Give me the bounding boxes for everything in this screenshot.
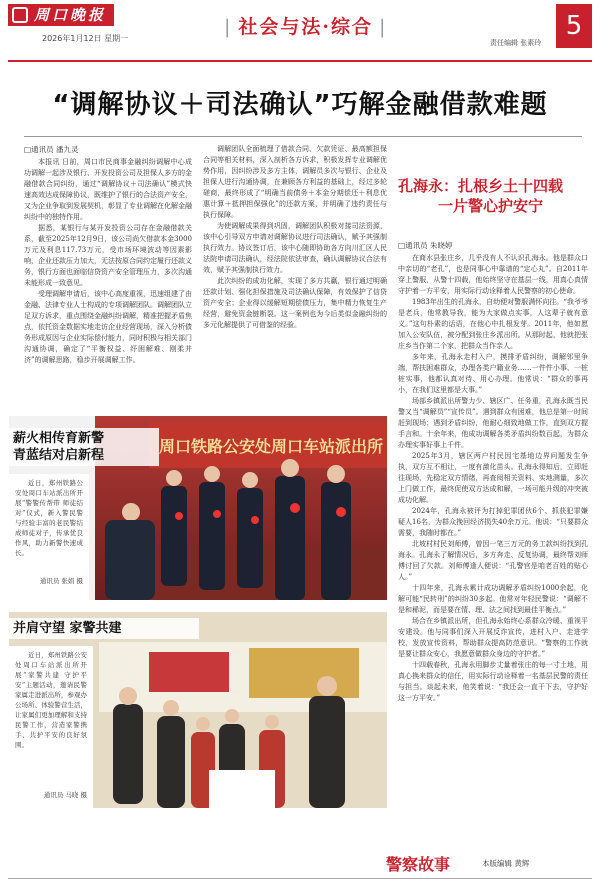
photo-family xyxy=(9,612,387,808)
feature-paragraph: 十四年来，孔海永累计成功调解矛盾纠纷1000余起，化解可能“民转刑”的纠纷30多起。他常对年轻民警说：“调解不是和稀泥，而是要在情、理、法之间找到最佳平衡点。” xyxy=(398,584,588,614)
photo2-credit: 通讯员 马晓 摄 xyxy=(43,791,87,799)
divider-left: | xyxy=(224,16,233,38)
section-title xyxy=(218,12,393,39)
footer-editor: 本版编辑 黄辉 xyxy=(482,859,530,868)
photo-ceremony xyxy=(9,416,387,600)
feature-paragraph: 多年来，孔海永走村入户，摸排矛盾纠纷，调解邻里争端，帮扶困难群众，办理各类户籍业务……一件件小事、一桩桩实事，他都认真对待、用心办理。他常说：“群众的事再小，在我们这里都是大事。” xyxy=(398,353,588,394)
logo-mark-icon xyxy=(12,7,28,23)
feature-paragraph: 在商水县张庄乡，几乎没有人不认识孔海永。他是群众口中亲切的“老孔”，也是同事心中靠谱的“定心丸”。自2011年穿上警服，从警十四载，他始终坚守在基层一线，用真心真情守护着一方平安，用实际行动诠释着人民警察的初心使命。 xyxy=(398,254,588,295)
feature-byline: □通讯员 朱晓婷 xyxy=(398,241,453,250)
paper-name: 周口晚报 xyxy=(34,6,107,24)
feature-paragraph: 1983年出生的孔海永，自幼便对警服满怀向往。“我爷爷是老兵，他常教导我，能为大家做点实事，人这辈子就有意义。”这句朴素的话语，在他心中扎根发芽。2011年，他如愿加入公安队伍，被分配到张庄乡派出所。从那时起，他就把张庄乡当作第二个家，把群众当作亲人。 xyxy=(398,298,588,350)
feature-title-line2: 一片警心护安宁 xyxy=(438,197,544,215)
main-paragraph: 此次纠纷的成功化解，实现了多方共赢，银行通过明确还款计划、强化担保措施及司法确认保障，有效保护了信贷资产安全；企业得以缓解短期偿债压力，集中精力恢复生产经营，避免资金链断裂。这一案例也为今后类似金融纠纷的多元化解提供了可借鉴的经验。 xyxy=(203,277,387,329)
editor-label: 责任编辑 张素玲 xyxy=(490,39,542,47)
footer-rule xyxy=(8,878,592,879)
feature-paragraph: 2024年，孔海永被评为打掉犯罪团伙6个、抓获犯罪嫌疑人16名，为群众挽回经济损失40余万元。他说：“只要群众需要，我随时都在。” xyxy=(398,507,588,537)
masthead-rule xyxy=(8,60,592,62)
feature-title xyxy=(398,176,588,216)
feature-body xyxy=(398,253,588,845)
feature-title-line1: 孔海永：扎根乡土十四载 xyxy=(398,177,564,195)
main-headline: “调解协议＋司法确认”巧解金融借款难题 xyxy=(52,90,548,120)
photo1-headline xyxy=(9,428,159,466)
divider-right: | xyxy=(379,16,388,38)
feature-paragraph: 2025年3月，辖区两户村民因宅基地边界问题发生争执，双方互不相让，一度有激化苗头。孔海永得知后，立即赶往现场，先稳定双方情绪，再查阅相关资料、实地测量，多次上门做工作，最终促使双方达成和解，一场可能升级的冲突被成功化解。 xyxy=(398,452,588,504)
main-paragraph: 本报讯 日前，周口市民商事金融纠纷调解中心成功调解一起涉及银行、开发投资公司及担保人多方的金融借款合同纠纷，通过“调解协议＋司法确认”模式快速高效达成保障协议，既维护了银行的合法资产安全，又为企业争取到发展契机，彰显了专业调解在化解金融纠纷中的独特作用。 xyxy=(24,158,192,221)
feature-paragraph: 北坡村村民刘师傅，曾因一笔三万元的务工款纠纷找到孔海永。孔海永了解情况后，多方奔走、反复协调，最终帮刘师傅讨回了欠款。刘师傅逢人便说：“孔警官是咱老百姓的贴心人。” xyxy=(398,540,588,581)
main-paragraph: 据悉，某银行与某开发投资公司存在金融借款关系，截至2025年12月9日，该公司尚欠借款本金3000万元及利息117.73万元，受市场环境波动等因素影响，企业还款压力加大，无法按原合同约定履行还款义务，银行方面也面临信贷资产安全管理压力，多次沟通未能形成一致意见。 xyxy=(24,224,192,287)
feature-paragraph: 场部乡镇派出所警力少、辖区广、任务重，孔海永既当民警又当“调解员”“宣传员”。遇到群众有困难，他总是第一时间赶到现场；遇到矛盾纠纷，他耐心细致地做工作，直到双方握手言和。十余年来，他成功调解各类矛盾纠纷数百起，为群众办理实事好事上千件。 xyxy=(398,397,588,449)
photo1-caption: 近日，郑州铁路公安处周口车站派出所开展“警警传帮带 师徒结对”仪式，新入警民警与经验丰富的老民警结成师徒对子，传承优良作风，助力新警快速成长。 xyxy=(15,479,83,557)
photo2-caption: 近日，郑州铁路公安处周口车站派出所开展“家警共建 守护平安”主题活动，邀请民警家属走进派出所，参观办公场所、体验警营生活，让家属们更加理解和支持民警工作，营造家警携手、共护平安的良好氛围。 xyxy=(15,651,87,749)
section-name: 社会与法·综合 xyxy=(238,16,374,38)
feature-paragraph: 十四载春秋，孔海永用脚步丈量着张庄的每一寸土地，用真心换来群众的信任，用实际行动诠释着一名基层民警的责任与担当。谈起未来，他笑着说：“我还会一直干下去，守护好这一方平安。” xyxy=(398,661,588,702)
feature-paragraph: 场合在乡镇派出所，但孔海永始终心系群众冷暖、重视平安建设。他与同事们深入开展反诈宣传，进村入户、走进学校，发放宣传资料，帮助群众提高防范意识。“警察的工作就是要让群众安心，我愿意做群众身边的守护者。” xyxy=(398,617,588,658)
photo2-caption-box xyxy=(9,646,93,808)
main-paragraph: 调解团队全面梳理了借款合同、欠款凭证、最高额担保合同等相关材料，深入剖析各方诉求，积极发挥专业调解优势作用，因纠纷涉及多方主体，调解员多次与银行、企业及担保人进行沟通协调，在兼顾各方利益的基础上，经过多轮磋商，最终形成了“明确当前债务＋本金分期偿还＋利息优惠计算＋抵押担保强化”的还款方案，并明确了违约责任与执行保障。 xyxy=(203,145,387,219)
photo2-headline: 并肩守望 家警共建 xyxy=(9,618,199,639)
banner-text: 周口铁路公安处周口车站派出所 xyxy=(159,437,384,456)
main-paragraph: 受理调解申请后，该中心高度重视，迅速组建了由金融、法律专业人士构成的专项调解团队。调解团队立足双方诉求，重点围绕金融纠纷调解，精准把握矛盾焦点，依托资金数据实地走访企业经营现场，深入分析债务形成原因与企业实际偿付能力，同时积极与相关部门沟通协调，确定了“平衡权益、纾困解难、刚柔并济”的调解思路，稳步开展调解工作。 xyxy=(24,290,192,364)
footer-logo: 警察故事 xyxy=(386,855,451,874)
masthead xyxy=(8,4,592,54)
main-article-col1 xyxy=(24,157,192,409)
issue-date: 2026年1月12日 星期一 xyxy=(42,34,129,43)
page-number: 5 xyxy=(556,4,592,48)
main-byline: □通讯员 潘九灵 xyxy=(24,145,79,154)
photo1-caption-box xyxy=(9,474,89,600)
headline-rule xyxy=(24,136,582,137)
photo1-credit: 通讯员 张娟 摄 xyxy=(39,577,83,585)
main-paragraph: 为使调解成果得到巩固，调解团队积极对接司法资源，该中心引导双方申请对调解协议进行司法确认，赋予其强制执行效力。协议签订后，该中心随即协助各方向川汇区人民法院申请司法确认，经法院依法审查，确认调解协议合法有效，赋予其强制执行效力。 xyxy=(203,222,387,274)
photo1-headline-line1: 薪火相传育新警 xyxy=(13,431,105,446)
main-article-col2 xyxy=(203,144,387,409)
photo1-headline-line2: 青蓝结对启新程 xyxy=(13,448,105,463)
